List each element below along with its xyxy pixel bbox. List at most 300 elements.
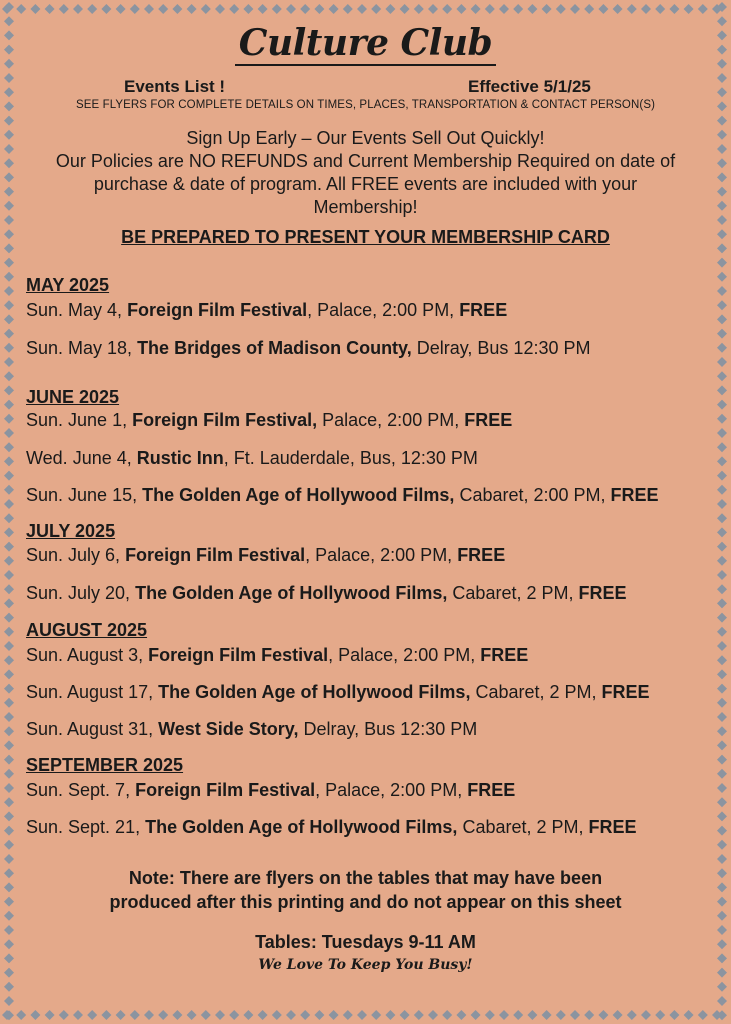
event-tail: FREE: [457, 545, 506, 565]
diamond-ornament: [717, 783, 727, 793]
diamond-ornament: [4, 158, 14, 168]
diamond-ornament: [187, 1010, 197, 1020]
diamond-ornament: [130, 1010, 140, 1020]
diamond-ornament: [442, 4, 452, 14]
diamond-ornament: [717, 684, 727, 694]
diamond-ornament: [698, 1010, 708, 1020]
diamond-ornament: [45, 4, 55, 14]
diamond-ornament: [717, 471, 727, 481]
event-row: [26, 300, 507, 321]
diamond-ornament: [59, 1010, 69, 1020]
diamond-ornament: [556, 4, 566, 14]
diamond-ornament: [286, 1010, 296, 1020]
events-list-heading: Events List !: [124, 77, 226, 96]
diamond-ornament: [414, 4, 424, 14]
event-post: Cabaret, 2 PM,: [470, 682, 602, 702]
diamond-ornament: [717, 826, 727, 836]
diamond-ornament: [4, 456, 14, 466]
diamond-ornament: [717, 371, 727, 381]
diamond-ornament: [16, 1010, 26, 1020]
diamond-ornament: [4, 868, 14, 878]
diamond-ornament: [4, 45, 14, 55]
diamond-ornament: [300, 1010, 310, 1020]
month-heading: JUNE 2025: [26, 387, 120, 407]
diamond-ornament: [717, 59, 727, 69]
diamond-ornament: [717, 953, 727, 963]
diamond-ornament: [4, 556, 14, 566]
diamond-ornament: [4, 300, 14, 310]
event-tail: FREE: [588, 817, 637, 837]
diamond-ornament: [717, 669, 727, 679]
diamond-ornament: [717, 840, 727, 850]
diamond-ornament: [442, 1010, 452, 1020]
event-tail: FREE: [459, 300, 508, 320]
diamond-ornament: [655, 4, 665, 14]
diamond-ornament: [598, 1010, 608, 1020]
diamond-ornament: [717, 868, 727, 878]
diamond-ornament: [243, 1010, 253, 1020]
event-post: , Palace, 2:00 PM,: [315, 780, 468, 800]
diamond-ornament: [4, 854, 14, 864]
diamond-ornament: [4, 144, 14, 154]
diamond-ornament: [4, 101, 14, 111]
note-line-1: Note: There are flyers on the tables that may have been: [128, 868, 603, 888]
diamond-ornament: [717, 442, 727, 452]
diamond-ornament: [717, 116, 727, 126]
event-post: , Palace, 2:00 PM,: [328, 645, 481, 665]
event-row: [26, 682, 650, 703]
diamond-ornament: [243, 4, 253, 14]
diamond-ornament: [627, 4, 637, 14]
diamond-ornament: [717, 655, 727, 665]
diamond-ornament: [258, 4, 268, 14]
diamond-ornament: [4, 570, 14, 580]
diamond-ornament: [400, 4, 410, 14]
diamond-ornament: [87, 1010, 97, 1020]
diamond-ornament: [4, 968, 14, 978]
diamond-ornament: [201, 4, 211, 14]
event-row: [26, 583, 627, 604]
event-pre: Sun. Sept. 7,: [26, 780, 136, 800]
month-heading: SEPTEMBER 2025: [26, 755, 184, 775]
diamond-ornament: [717, 286, 727, 296]
event-post: , Palace, 2:00 PM,: [305, 545, 458, 565]
diamond-ornament: [556, 1010, 566, 1020]
diamond-ornament: [172, 4, 182, 14]
diamond-ornament: [717, 144, 727, 154]
diamond-ornament: [717, 939, 727, 949]
diamond-ornament: [30, 1010, 40, 1020]
diamond-ornament: [717, 527, 727, 537]
diamond-ornament: [286, 4, 296, 14]
diamond-ornament: [717, 797, 727, 807]
diamond-ornament: [717, 258, 727, 268]
diamond-ornament: [527, 1010, 537, 1020]
diamond-ornament: [4, 811, 14, 821]
diamond-ornament: [385, 1010, 395, 1020]
diamond-ornament: [717, 613, 727, 623]
event-bold: The Golden Age of Hollywood Films,: [142, 485, 455, 505]
diamond-ornament: [4, 130, 14, 140]
diamond-ornament: [4, 343, 14, 353]
diamond-ornament: [4, 698, 14, 708]
diamond-ornament: [4, 840, 14, 850]
event-pre: Sun. August 3,: [26, 645, 149, 665]
diamond-ornament: [717, 456, 727, 466]
diamond-ornament: [385, 4, 395, 14]
intro-policies: [22, 127, 709, 219]
event-pre: Sun. August 31,: [26, 719, 159, 739]
diamond-ornament: [4, 826, 14, 836]
diamond-ornament: [717, 712, 727, 722]
diamond-ornament: [717, 627, 727, 637]
diamond-ornament: [4, 726, 14, 736]
diamond-ornament: [4, 442, 14, 452]
diamond-ornament: [4, 414, 14, 424]
diamond-ornament: [471, 4, 481, 14]
diamond-ornament: [717, 982, 727, 992]
diamond-ornament: [4, 655, 14, 665]
diamond-ornament: [717, 996, 727, 1006]
diamond-ornament: [570, 1010, 580, 1020]
diamond-ornament: [4, 428, 14, 438]
diamond-ornament: [698, 4, 708, 14]
diamond-ornament: [613, 4, 623, 14]
diamond-ornament: [717, 314, 727, 324]
diamond-ornament: [144, 1010, 154, 1020]
diamond-ornament: [4, 613, 14, 623]
diamond-ornament: [669, 1010, 679, 1020]
diamond-ornament: [4, 684, 14, 694]
diamond-ornament: [4, 243, 14, 253]
effective-date: Effective 5/1/25: [468, 77, 591, 96]
diamond-ornament: [4, 783, 14, 793]
diamond-ornament: [4, 740, 14, 750]
diamond-ornament: [187, 4, 197, 14]
diamond-ornament: [4, 385, 14, 395]
diamond-ornament: [414, 1010, 424, 1020]
diamond-ornament: [4, 499, 14, 509]
diamond-ornament: [357, 4, 367, 14]
event-row: [26, 545, 505, 566]
diamond-ornament: [4, 598, 14, 608]
diamond-ornament: [717, 570, 727, 580]
diamond-ornament: [428, 1010, 438, 1020]
diamond-ornament: [717, 598, 727, 608]
diamond-ornament: [400, 1010, 410, 1020]
diamond-ornament: [717, 329, 727, 339]
event-row: [26, 719, 477, 740]
intro-line-4: Membership!: [313, 197, 418, 217]
diamond-ornament: [4, 584, 14, 594]
event-tail: FREE: [480, 645, 529, 665]
diamond-ornament: [329, 1010, 339, 1020]
diamond-ornament: [130, 4, 140, 14]
diamond-ornament: [4, 925, 14, 935]
event-tail: FREE: [467, 780, 516, 800]
diamond-ornament: [4, 272, 14, 282]
event-pre: Sun. May 4,: [26, 300, 128, 320]
event-tail: FREE: [610, 485, 659, 505]
diamond-ornament: [584, 1010, 594, 1020]
intro-line-3: purchase & date of program. All FREE events are included with your: [93, 174, 638, 194]
diamond-ornament: [215, 1010, 225, 1020]
diamond-ornament: [717, 542, 727, 552]
page-title: [22, 22, 709, 64]
diamond-ornament: [717, 187, 727, 197]
diamond-ornament: [73, 4, 83, 14]
diamond-ornament: [641, 1010, 651, 1020]
diamond-ornament: [258, 1010, 268, 1020]
diamond-ornament: [172, 1010, 182, 1020]
event-bold: Foreign Film Festival: [135, 780, 316, 800]
diamond-ornament: [499, 4, 509, 14]
diamond-ornament: [717, 556, 727, 566]
diamond-ornament: [4, 542, 14, 552]
diamond-ornament: [371, 4, 381, 14]
diamond-ornament: [4, 627, 14, 637]
diamond-ornament: [314, 4, 324, 14]
diamond-ornament: [101, 4, 111, 14]
diamond-ornament: [717, 641, 727, 651]
diamond-ornament: [4, 669, 14, 679]
diamond-ornament: [513, 4, 523, 14]
diamond-ornament: [717, 73, 727, 83]
event-tail: FREE: [464, 410, 513, 430]
diamond-ornament: [4, 30, 14, 40]
diamond-ornament: [16, 4, 26, 14]
diamond-ornament: [59, 4, 69, 14]
event-post: Cabaret, 2 PM,: [447, 583, 579, 603]
diamond-ornament: [613, 1010, 623, 1020]
event-tail: FREE: [601, 682, 650, 702]
diamond-ornament: [717, 45, 727, 55]
diamond-ornament: [30, 4, 40, 14]
diamond-ornament: [485, 1010, 495, 1020]
membership-card-notice: BE PREPARED TO PRESENT YOUR MEMBERSHIP CARD: [121, 227, 610, 247]
diamond-ornament: [717, 414, 727, 424]
diamond-ornament: [73, 1010, 83, 1020]
diamond-ornament: [684, 1010, 694, 1020]
diamond-ornament: [717, 513, 727, 523]
event-bold: The Golden Age of Hollywood Films,: [145, 817, 458, 837]
diamond-ornament: [314, 1010, 324, 1020]
diamond-ornament: [4, 513, 14, 523]
diamond-ornament: [4, 286, 14, 296]
diamond-ornament: [428, 4, 438, 14]
event-bold: The Golden Age of Hollywood Films,: [158, 682, 471, 702]
diamond-ornament: [717, 925, 727, 935]
diamond-ornament: [4, 16, 14, 26]
diamond-ornament: [4, 897, 14, 907]
diamond-ornament: [4, 2, 14, 12]
diamond-ornament: [669, 4, 679, 14]
event-pre: Sun. Sept. 21,: [26, 817, 146, 837]
event-row: [26, 448, 478, 469]
diamond-ornament: [542, 1010, 552, 1020]
diamond-ornament: [717, 130, 727, 140]
tagline: We Love To Keep You Busy!: [258, 957, 473, 973]
diamond-ornament: [4, 258, 14, 268]
diamond-ornament: [717, 30, 727, 40]
diamond-ornament: [215, 4, 225, 14]
diamond-ornament: [101, 1010, 111, 1020]
event-post: , Ft. Lauderdale, Bus, 12:30 PM: [223, 448, 478, 468]
diamond-ornament: [4, 755, 14, 765]
event-tail: FREE: [578, 583, 627, 603]
diamond-ornament: [717, 811, 727, 821]
event-bold: The Golden Age of Hollywood Films,: [135, 583, 448, 603]
diamond-ornament: [655, 1010, 665, 1020]
diamond-ornament: [343, 4, 353, 14]
event-bold: Foreign Film Festival,: [132, 410, 318, 430]
diamond-ornament: [684, 4, 694, 14]
diamond-ornament: [542, 4, 552, 14]
diamond-ornament: [4, 201, 14, 211]
diamond-ornament: [144, 4, 154, 14]
diamond-ornament: [717, 357, 727, 367]
diamond-ornament: [717, 882, 727, 892]
diamond-ornament: [717, 158, 727, 168]
diamond-ornament: [201, 1010, 211, 1020]
diamond-ornament: [717, 740, 727, 750]
event-row: [26, 410, 512, 431]
event-pre: Sun. June 1,: [26, 410, 133, 430]
diamond-ornament: [4, 953, 14, 963]
diamond-ornament: [343, 1010, 353, 1020]
diamond-ornament: [717, 897, 727, 907]
diamond-ornament: [717, 201, 727, 211]
diamond-ornament: [717, 300, 727, 310]
diamond-ornament: [717, 101, 727, 111]
event-bold: The Bridges of Madison County,: [137, 338, 412, 358]
event-pre: Sun. July 20,: [26, 583, 136, 603]
diamond-border-left: [2, 0, 16, 1024]
diamond-ornament: [300, 4, 310, 14]
event-post: Delray, Bus 12:30 PM: [411, 338, 591, 358]
diamond-ornament: [598, 4, 608, 14]
diamond-ornament: [371, 1010, 381, 1020]
diamond-ornament: [717, 215, 727, 225]
tables-hours: Tables: Tuesdays 9-11 AM: [255, 932, 476, 952]
month-heading: AUGUST 2025: [26, 620, 148, 640]
month-heading: JULY 2025: [26, 521, 116, 541]
event-row: [26, 817, 637, 838]
intro-line-2: Our Policies are NO REFUNDS and Current Membership Required on date of: [55, 151, 676, 171]
diamond-ornament: [717, 343, 727, 353]
diamond-ornament: [717, 2, 727, 12]
diamond-ornament: [87, 4, 97, 14]
diamond-ornament: [4, 371, 14, 381]
diamond-ornament: [4, 329, 14, 339]
diamond-ornament: [329, 4, 339, 14]
event-pre: Wed. June 4,: [26, 448, 137, 468]
diamond-ornament: [471, 1010, 481, 1020]
diamond-ornament: [4, 215, 14, 225]
diamond-ornament: [4, 882, 14, 892]
diamond-ornament: [229, 1010, 239, 1020]
month-heading: MAY 2025: [26, 275, 110, 295]
diamond-ornament: [717, 428, 727, 438]
diamond-ornament: [584, 4, 594, 14]
note-text: [22, 866, 709, 914]
event-bold: Foreign Film Festival: [125, 545, 306, 565]
diamond-ornament: [627, 1010, 637, 1020]
diamond-ornament: [4, 982, 14, 992]
diamond-ornament: [4, 73, 14, 83]
see-flyers-notice: SEE FLYERS FOR COMPLETE DETAILS ON TIMES, PLACES, TRANSPORTATION & CONTACT PERSON(S): [75, 99, 656, 111]
event-post: Delray, Bus 12:30 PM: [298, 719, 478, 739]
diamond-ornament: [4, 911, 14, 921]
diamond-ornament: [717, 385, 727, 395]
diamond-ornament: [4, 527, 14, 537]
diamond-ornament: [717, 968, 727, 978]
diamond-ornament: [116, 1010, 126, 1020]
diamond-ornament: [717, 726, 727, 736]
event-post: Cabaret, 2:00 PM,: [454, 485, 611, 505]
diamond-ornament: [4, 59, 14, 69]
diamond-ornament: [4, 797, 14, 807]
diamond-ornament: [717, 485, 727, 495]
diamond-ornament: [4, 357, 14, 367]
diamond-ornament: [4, 187, 14, 197]
event-post: Palace, 2:00 PM,: [317, 410, 465, 430]
diamond-border-right: [715, 0, 729, 1024]
diamond-ornament: [4, 485, 14, 495]
diamond-ornament: [570, 4, 580, 14]
diamond-ornament: [513, 1010, 523, 1020]
diamond-ornament: [4, 116, 14, 126]
diamond-ornament: [4, 471, 14, 481]
title-text: Culture Club: [235, 22, 496, 66]
diamond-ornament: [4, 769, 14, 779]
event-post: Cabaret, 2 PM,: [457, 817, 589, 837]
event-bold: West Side Story,: [158, 719, 299, 739]
event-row: [26, 485, 659, 506]
diamond-ornament: [272, 1010, 282, 1020]
event-row: [26, 780, 515, 801]
diamond-ornament: [717, 87, 727, 97]
diamond-ornament: [4, 172, 14, 182]
event-post: , Palace, 2:00 PM,: [307, 300, 460, 320]
event-pre: Sun. August 17,: [26, 682, 159, 702]
diamond-ornament: [717, 1010, 727, 1020]
note-line-2: produced after this printing and do not appear on this sheet: [109, 892, 622, 912]
diamond-border-top: [0, 2, 731, 16]
diamond-ornament: [456, 4, 466, 14]
diamond-ornament: [4, 1010, 14, 1020]
diamond-ornament: [4, 712, 14, 722]
diamond-ornament: [717, 911, 727, 921]
diamond-ornament: [116, 4, 126, 14]
diamond-ornament: [717, 499, 727, 509]
event-bold: Foreign Film Festival: [127, 300, 308, 320]
diamond-border-bottom: [0, 1008, 731, 1022]
diamond-ornament: [641, 4, 651, 14]
event-pre: Sun. July 6,: [26, 545, 126, 565]
diamond-ornament: [4, 87, 14, 97]
diamond-ornament: [717, 272, 727, 282]
diamond-ornament: [229, 4, 239, 14]
diamond-ornament: [717, 584, 727, 594]
event-row: [26, 338, 590, 359]
diamond-ornament: [158, 1010, 168, 1020]
diamond-ornament: [717, 243, 727, 253]
diamond-ornament: [499, 1010, 509, 1020]
diamond-ornament: [4, 314, 14, 324]
diamond-ornament: [4, 400, 14, 410]
event-bold: Rustic Inn: [136, 448, 224, 468]
